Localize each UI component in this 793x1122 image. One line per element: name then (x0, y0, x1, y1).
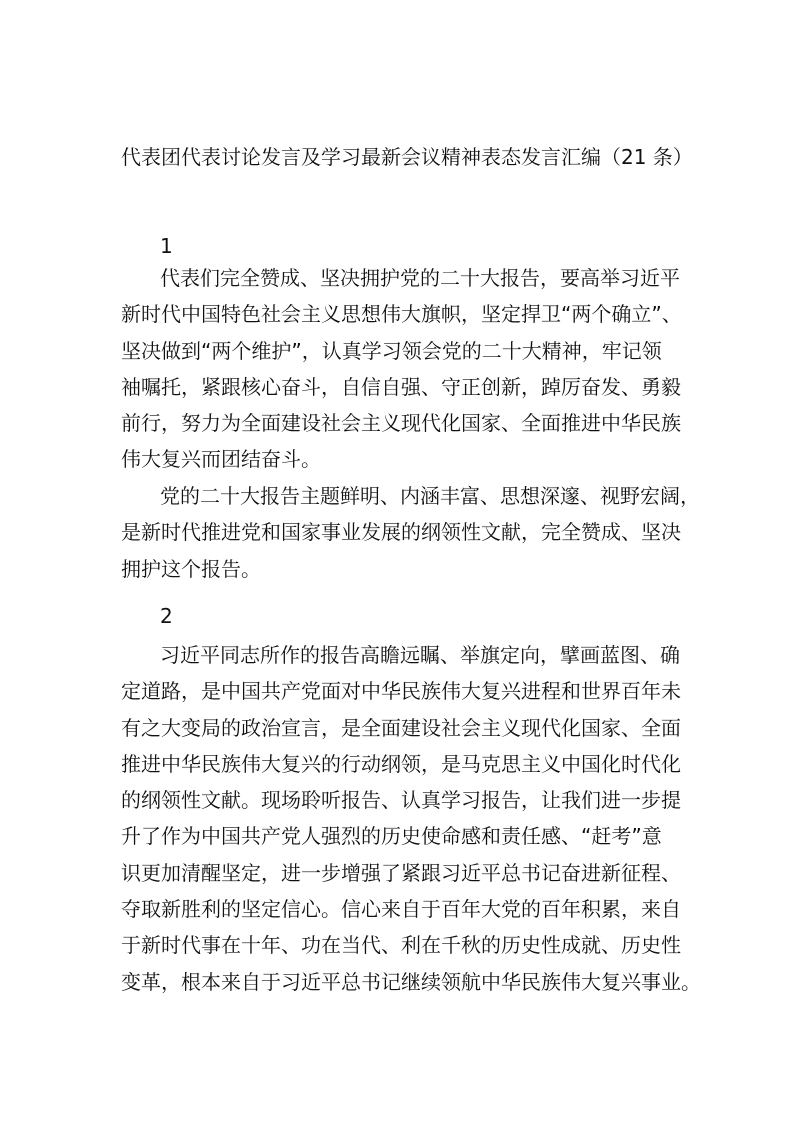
text-line: 于新时代事在十年、功在当代、利在千秋的历史性成就、历史性 (121, 933, 681, 958)
text-line: 前行，努力为全面建设社会主义现代化国家、全面推进中华民族 (121, 411, 681, 436)
text-line: 是新时代推进党和国家事业发展的纲领性文献，完全赞成、坚决 (121, 520, 681, 545)
text-line: 升了作为中国共产党人强烈的历史使命感和责任感、“赶考”意 (121, 824, 662, 849)
paragraph (121, 637, 701, 1000)
text-line: 习近平同志所作的报告高瞻远瞩、举旗定向，擘画蓝图、确 (160, 643, 680, 667)
text-line: 伟大复兴而团结奋斗。 (121, 447, 321, 472)
text-line: 识更加清醒坚定，进一步增强了紧跟习近平总书记奋进新征程、 (121, 860, 681, 885)
paragraph (121, 260, 691, 478)
section-number: 1 (160, 234, 173, 258)
text-line: 有之大变局的政治宣言，是全面建设社会主义现代化国家、全面 (121, 715, 681, 740)
document-title: 代表团代表讨论发言及学习最新会议精神表态发言汇编（21 条） (121, 145, 693, 169)
text-line: 党的二十大报告主题鲜明、内涵丰富、思想深邃、视野宏阔， (160, 484, 700, 508)
section-number: 2 (160, 604, 173, 628)
text-line: 变革，根本来自于习近平总书记继续领航中华民族伟大复兴事业。 (121, 969, 701, 994)
text-line: 拥护这个报告。 (121, 556, 261, 581)
text-line: 夺取新胜利的坚定信心。信心来自于百年大党的百年积累，来自 (121, 897, 681, 922)
text-line: 的纲领性文献。现场聆听报告、认真学习报告，让我们进一步提 (121, 788, 681, 813)
text-line: 推进中华民族伟大复兴的行动纲领，是马克思主义中国化时代化 (121, 751, 681, 776)
text-line: 袖嘱托，紧跟核心奋斗，自信自强、守正创新，踔厉奋发、勇毅 (121, 374, 681, 399)
text-line: 坚决做到“两个维护”，认真学习领会党的二十大精神，牢记领 (121, 338, 662, 363)
text-line: 新时代中国特色社会主义思想伟大旗帜，坚定捍卫“两个确立”、 (121, 302, 682, 327)
text-line: 代表们完全赞成、坚决拥护党的二十大报告，要高举习近平 (160, 266, 680, 290)
text-line: 定道路，是中国共产党面对中华民族伟大复兴进程和世界百年未 (121, 679, 681, 704)
paragraph (121, 478, 700, 587)
